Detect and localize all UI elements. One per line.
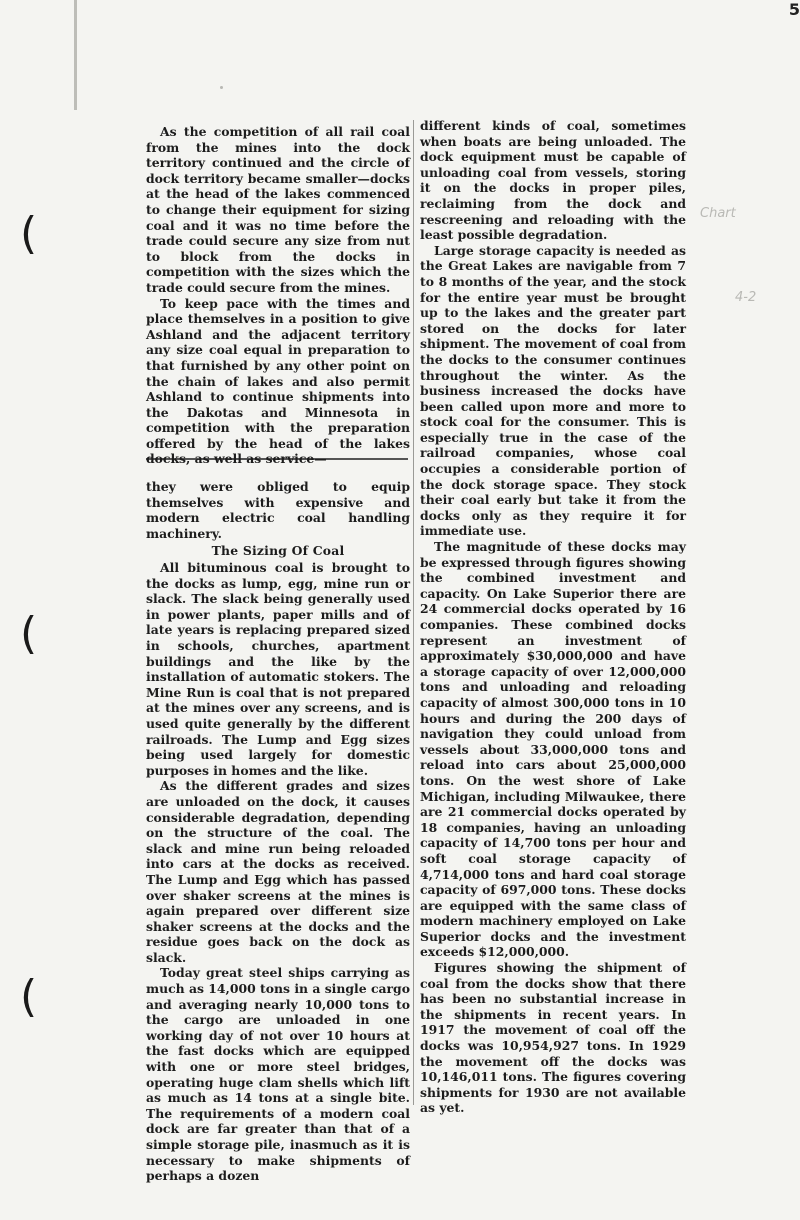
paragraph: As the different grades and sizes are unloaded on the dock, it causes considerable degradation, depending on the structure of the coal. The slack and mine run being reloaded into cars at the docks as received. The Lump and Egg which has passed over shaker screens at the mines is again prepared over different size shaker screens at the docks and the residue goes back on the dock as slack.: [146, 778, 410, 965]
column-divider: [413, 120, 414, 1105]
page-edge-line: [74, 0, 77, 110]
paragraph: The magnitude of these docks may be expressed through figures showing the combined investment and capacity. On Lake Superior there are 24 commercial docks operated by 16 companies. These combined docks represent an investment of approximately $30,000,000 and have a storage capacity of over 12,000,000 tons and unloading and reloading capacity of almost 300,000 tons in 10 hours and during the 200 days of navigation they could unload from vessels about 33,000,000 tons and reload into cars about 25,000,000 tons. On the west shore of Lake Michigan, including Milwaukee, there are 21 commercial docks operated by 18 companies, having an unloading capacity of 14,700 tons per hour and soft coal storage capacity of 4,714,000 tons and hard coal storage capacity of 697,000 tons. These docks are equipped with the same class of modern machinery employed on Lake Superior docks and the investment exceeds $12,000,000.: [420, 539, 686, 960]
paragraph: Large storage capacity is needed as the Great Lakes are navigable from 7 to 8 months of the year, and the stock for the entire year must be brought up to the lakes and the greater part stored on the docks for later shipment. The movement of coal from the docks to the consumer continues throughout the winter. As the business increased the docks have been called upon more and more to stock coal for the consumer. This is especially true in the case of the railroad companies, whose coal occupies a considerable portion of the dock storage space. They stock their coal early but take it from the docks only as they require it for immediate use.: [420, 242, 686, 539]
binding-bracket-icon: (: [20, 971, 38, 1022]
paragraph: All bituminous coal is brought to the docks as lump, egg, mine run or slack. The slack being generally used in power plants, paper mills and of late years is replacing prepared sized in schools, churches, apartment buildings and the like by the installation of automatic stokers. The Mine Run is coal that is not prepared at the mines over any screens, and is used quite generally by the different railroads. The Lump and Egg sizes being used largely for domestic purposes in homes and the like.: [146, 560, 410, 778]
paragraph: Today great steel ships carrying as much as 14,000 tons in a single cargo and averaging nearly 10,000 tons to the cargo are unloaded in one working day of not over 10 hours at the fast docks which are equipped with one or more steel bridges, operating huge clam shells which lift as much as 14 tons at a single bite. The requirements of a modern coal dock are far greater than that of a simple storage pile, inasmuch as it is necessary to make shipments of perhaps a dozen: [146, 965, 410, 1184]
binding-bracket-icon: (: [20, 608, 38, 659]
paragraph: As the competition of all rail coal from the mines into the dock territory continued and the circle of dock territory became smaller—docks at the head of the lakes commenced to change their equipment for sizing coal and it was no time before the trade could secure any size from nut to block from the docks in competition with the sizes which the trade could secure from the mines.: [146, 124, 410, 295]
paragraph: they were obliged to equip themselves with expensive and modern electric coal handling machinery.: [146, 479, 410, 541]
margin-note: Chart: [700, 206, 736, 221]
left-column: [146, 124, 410, 1184]
paragraph: different kinds of coal, sometimes when boats are being unloaded. The dock equipment must be capable of unloading coal from vessels, storing it on the docks in proper piles, reclaiming from the dock and rescreening and reloading with the least possible degradation.: [420, 118, 686, 243]
speck: [220, 86, 223, 89]
section-heading: The Sizing Of Coal: [211, 543, 345, 559]
binding-bracket-icon: (: [20, 208, 38, 259]
right-column: [420, 118, 686, 1116]
paragraph: To keep pace with the times and place themselves in a position to give Ashland and the adjacent territory any size coal equal in preparation to that furnished by any other point on the chain of lakes and also permit Ashland to continue shipments into the Dakotas and Minnesota in competition with the preparation offered by the head of the lakes docks, as well as service—: [146, 295, 410, 467]
paragraph: Figures showing the shipment of coal from the docks show that there has been no substantial increase in the shipments in recent years. In 1917 the movement of coal off the docks was 10,954,927 tons. In 1929 the movement off the docks was 10,146,011 tons. The figures covering shipments for 1930 are not available as yet.: [420, 960, 686, 1116]
margin-note: 4-2: [735, 290, 757, 305]
corner-mark: 5: [788, 0, 800, 19]
